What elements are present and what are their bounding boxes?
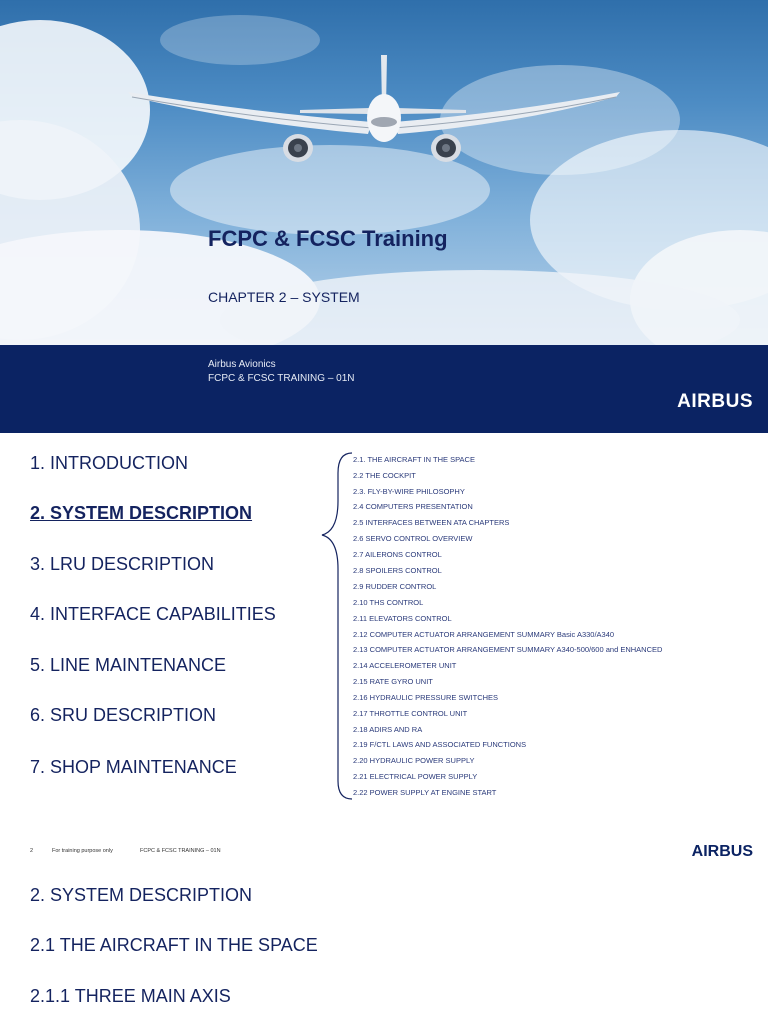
section-item: 2.16 HYDRAULIC PRESSURE SWITCHES [353,693,499,702]
chapter-item: 5. LINE MAINTENANCE [30,655,227,675]
airbus-logo: AIRBUS [677,391,753,412]
section-item: 2.22 POWER SUPPLY AT ENGINE START [353,788,497,797]
aircraft-photo [0,0,768,345]
section-item: 2.3. FLY-BY-WIRE PHILOSOPHY [353,487,465,496]
section-item: 2.17 THROTTLE CONTROL UNIT [353,709,468,718]
cover-title: FCPC & FCSC Training [208,226,448,251]
section-item: 2.12 COMPUTER ACTUATOR ARRANGEMENT SUMMARY Basic A330/A340 [353,630,615,639]
subsubsection-heading: 2.1.1 THREE MAIN AXIS [30,986,231,1006]
section-item: 2.19 F/CTL LAWS AND ASSOCIATED FUNCTIONS [353,740,527,749]
section-item: 2.6 SERVO CONTROL OVERVIEW [353,534,473,543]
section-item: 2.18 ADIRS AND RA [353,725,423,734]
section-item: 2.21 ELECTRICAL POWER SUPPLY [353,772,478,781]
subsection-heading: 2.1 THE AIRCRAFT IN THE SPACE [30,935,318,955]
footer-course-name: FCPC & FCSC TRAINING – 01N [140,848,221,854]
cover-chapter-label: CHAPTER 2 – SYSTEM [208,289,360,305]
training-notice: For training purpose only [52,848,113,854]
section-item: 2.8 SPOILERS CONTROL [353,566,442,575]
chapter-item: 3. LRU DESCRIPTION [30,554,215,574]
slide-footer [0,843,768,863]
cover-slide [0,0,768,433]
cover-footer-band [0,345,768,433]
section-item: 2.5 INTERFACES BETWEEN ATA CHAPTERS [353,518,510,527]
chapter-item: 7. SHOP MAINTENANCE [30,757,237,777]
section-item: 2.20 HYDRAULIC POWER SUPPLY [353,756,475,765]
section-item: 2.14 ACCELEROMETER UNIT [353,661,457,670]
section-item: 2.9 RUDDER CONTROL [353,582,437,591]
section-item: 2.15 RATE GYRO UNIT [353,677,433,686]
section-heading: 2. SYSTEM DESCRIPTION [30,885,253,905]
section-item: 2.10 THS CONTROL [353,598,424,607]
organization-name: Airbus Avionics [208,359,276,370]
section-item: 2.2 THE COCKPIT [353,471,416,480]
chapter-item: 4. INTERFACE CAPABILITIES [30,604,276,624]
section-item: 2.7 AILERONS CONTROL [353,550,442,559]
section-item: 2.4 COMPUTERS PRESENTATION [353,502,473,511]
chapter-item: 6. SRU DESCRIPTION [30,705,217,725]
brace-icon [318,451,354,801]
section-item: 2.13 COMPUTER ACTUATOR ARRANGEMENT SUMMARY A340-500/600 and ENHANCED [353,645,663,654]
page-number: 2 [30,848,34,854]
sky-photo [0,0,768,345]
airbus-logo: AIRBUS [691,843,753,860]
section-item: 2.1. THE AIRCRAFT IN THE SPACE [353,455,475,464]
section-item: 2.11 ELEVATORS CONTROL [353,614,452,623]
course-name: FCPC & FCSC TRAINING – 01N [208,373,355,384]
chapter-item: 1. INTRODUCTION [30,453,189,473]
chapter-item-active: 2. SYSTEM DESCRIPTION [30,503,253,523]
agenda-slide [0,433,768,860]
